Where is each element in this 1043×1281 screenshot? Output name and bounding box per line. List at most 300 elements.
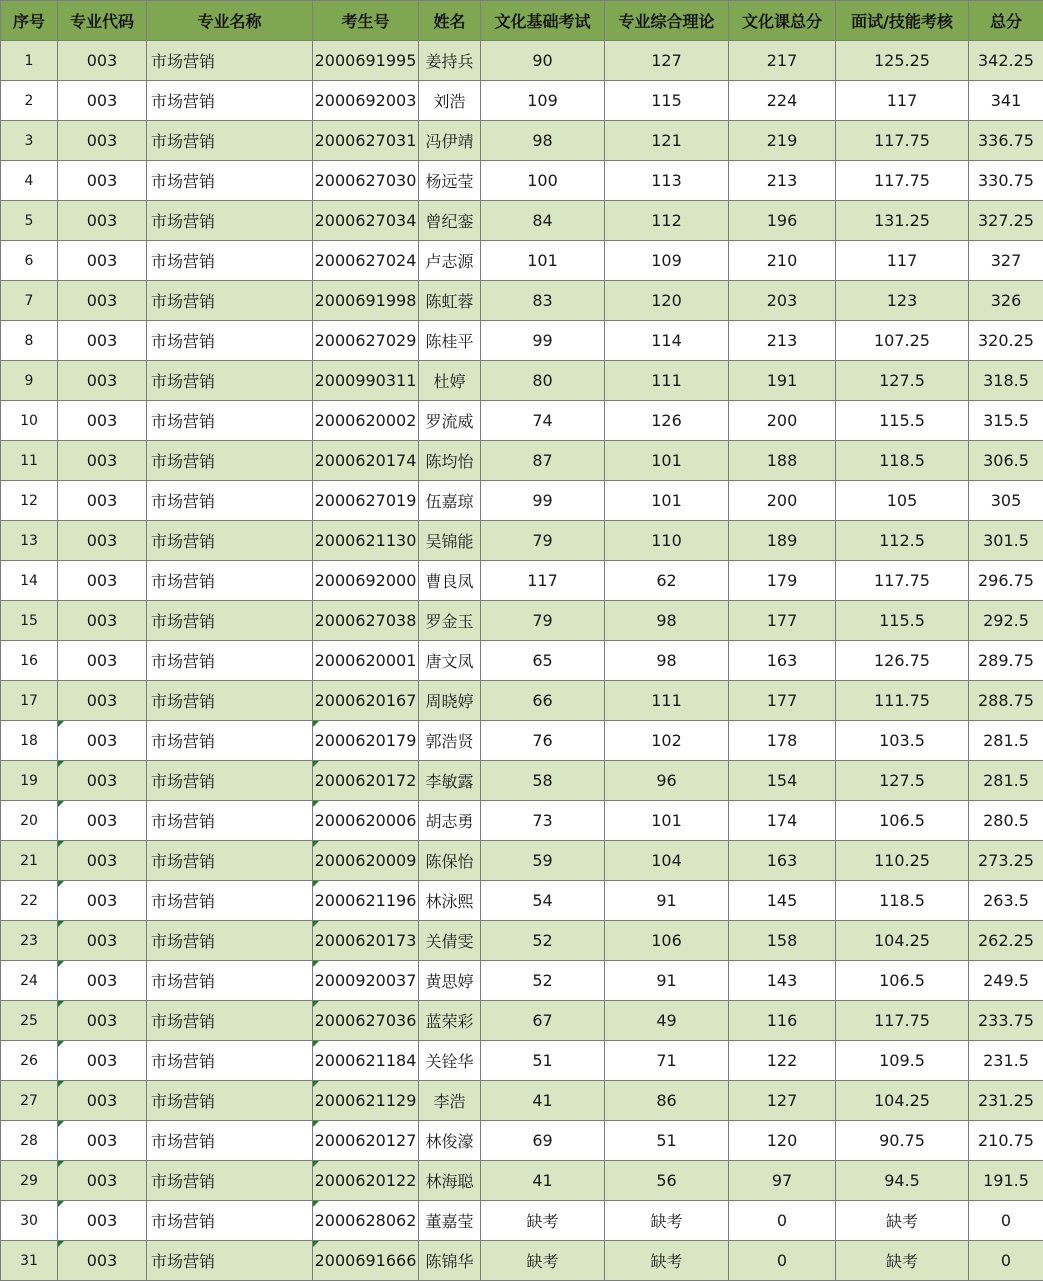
- cell-total: 233.75: [969, 1001, 1043, 1041]
- cell-major-theory: 106: [605, 921, 729, 961]
- cell-name: 李敏露: [419, 761, 481, 801]
- cell-major-theory: 113: [605, 161, 729, 201]
- cell-major-code: 003: [58, 841, 147, 881]
- cell-culture-basic: 67: [481, 1001, 605, 1041]
- cell-culture-total: 97: [729, 1161, 836, 1201]
- cell-culture-basic: 缺考: [481, 1201, 605, 1241]
- cell-culture-total: 163: [729, 641, 836, 681]
- cell-major-name: 市场营销: [147, 561, 313, 601]
- cell-total: 281.5: [969, 721, 1043, 761]
- cell-major-code: 003: [58, 561, 147, 601]
- cell-seq: 30: [1, 1201, 58, 1241]
- cell-major-name: 市场营销: [147, 881, 313, 921]
- cell-total: 330.75: [969, 161, 1043, 201]
- cell-major-theory: 104: [605, 841, 729, 881]
- cell-major-code: 003: [58, 1001, 147, 1041]
- cell-culture-basic: 缺考: [481, 1241, 605, 1281]
- header-major-code: 专业代码: [58, 1, 147, 41]
- cell-culture-basic: 65: [481, 641, 605, 681]
- cell-major-code: 003: [58, 881, 147, 921]
- cell-culture-basic: 66: [481, 681, 605, 721]
- cell-culture-total: 145: [729, 881, 836, 921]
- cell-total: 341: [969, 81, 1043, 121]
- cell-major-name: 市场营销: [147, 481, 313, 521]
- cell-culture-basic: 79: [481, 601, 605, 641]
- cell-culture-basic: 109: [481, 81, 605, 121]
- cell-major-theory: 缺考: [605, 1241, 729, 1281]
- cell-seq: 12: [1, 481, 58, 521]
- cell-interview: 115.5: [836, 601, 969, 641]
- cell-major-theory: 111: [605, 361, 729, 401]
- cell-name: 胡志勇: [419, 801, 481, 841]
- cell-total: 301.5: [969, 521, 1043, 561]
- cell-total: 318.5: [969, 361, 1043, 401]
- cell-major-name: 市场营销: [147, 241, 313, 281]
- cell-name: 陈保怡: [419, 841, 481, 881]
- cell-major-name: 市场营销: [147, 81, 313, 121]
- cell-exam-id: 2000620172: [313, 761, 419, 801]
- cell-exam-id: 2000627029: [313, 321, 419, 361]
- cell-total: 263.5: [969, 881, 1043, 921]
- cell-exam-id: 2000920037: [313, 961, 419, 1001]
- cell-major-code: 003: [58, 241, 147, 281]
- cell-interview: 94.5: [836, 1161, 969, 1201]
- table-row: [1, 201, 1043, 241]
- cell-name: 林海聪: [419, 1161, 481, 1201]
- header-major-name: 专业名称: [147, 1, 313, 41]
- cell-culture-total: 203: [729, 281, 836, 321]
- table-row: [1, 881, 1043, 921]
- cell-name: 蓝荣彩: [419, 1001, 481, 1041]
- cell-major-code: 003: [58, 1081, 147, 1121]
- cell-culture-basic: 79: [481, 521, 605, 561]
- cell-major-theory: 110: [605, 521, 729, 561]
- cell-major-theory: 98: [605, 601, 729, 641]
- cell-name: 杨远莹: [419, 161, 481, 201]
- cell-culture-basic: 69: [481, 1121, 605, 1161]
- cell-culture-total: 116: [729, 1001, 836, 1041]
- cell-name: 冯伊靖: [419, 121, 481, 161]
- cell-major-theory: 126: [605, 401, 729, 441]
- cell-seq: 6: [1, 241, 58, 281]
- cell-total: 288.75: [969, 681, 1043, 721]
- cell-major-name: 市场营销: [147, 1201, 313, 1241]
- cell-name: 周晓婷: [419, 681, 481, 721]
- header-seq: 序号: [1, 1, 58, 41]
- table-row: [1, 1121, 1043, 1161]
- cell-major-name: 市场营销: [147, 201, 313, 241]
- cell-culture-basic: 59: [481, 841, 605, 881]
- cell-major-code: 003: [58, 441, 147, 481]
- cell-exam-id: 2000621129: [313, 1081, 419, 1121]
- table-row: [1, 921, 1043, 961]
- cell-exam-id: 2000620002: [313, 401, 419, 441]
- cell-major-code: 003: [58, 921, 147, 961]
- cell-culture-basic: 99: [481, 481, 605, 521]
- cell-culture-total: 200: [729, 401, 836, 441]
- cell-culture-total: 179: [729, 561, 836, 601]
- cell-total: 273.25: [969, 841, 1043, 881]
- cell-exam-id: 2000620001: [313, 641, 419, 681]
- cell-name: 罗流威: [419, 401, 481, 441]
- table-row: [1, 681, 1043, 721]
- cell-seq: 5: [1, 201, 58, 241]
- cell-seq: 21: [1, 841, 58, 881]
- cell-major-code: 003: [58, 161, 147, 201]
- table-row: [1, 1001, 1043, 1041]
- cell-major-theory: 121: [605, 121, 729, 161]
- cell-major-theory: 115: [605, 81, 729, 121]
- cell-major-theory: 86: [605, 1081, 729, 1121]
- cell-major-code: 003: [58, 801, 147, 841]
- cell-exam-id: 2000620173: [313, 921, 419, 961]
- cell-major-code: 003: [58, 121, 147, 161]
- cell-name: 林泳熙: [419, 881, 481, 921]
- cell-culture-total: 120: [729, 1121, 836, 1161]
- table-row: [1, 281, 1043, 321]
- cell-interview: 126.75: [836, 641, 969, 681]
- cell-name: 陈锦华: [419, 1241, 481, 1281]
- cell-culture-basic: 117: [481, 561, 605, 601]
- cell-major-name: 市场营销: [147, 681, 313, 721]
- table-body: [1, 41, 1043, 1281]
- cell-culture-total: 178: [729, 721, 836, 761]
- cell-culture-basic: 41: [481, 1161, 605, 1201]
- cell-total: 320.25: [969, 321, 1043, 361]
- table-row: [1, 961, 1043, 1001]
- cell-major-name: 市场营销: [147, 601, 313, 641]
- cell-major-name: 市场营销: [147, 361, 313, 401]
- cell-interview: 117: [836, 241, 969, 281]
- cell-interview: 104.25: [836, 921, 969, 961]
- cell-interview: 112.5: [836, 521, 969, 561]
- cell-total: 281.5: [969, 761, 1043, 801]
- table-row: [1, 521, 1043, 561]
- cell-major-code: 003: [58, 321, 147, 361]
- cell-major-theory: 102: [605, 721, 729, 761]
- cell-interview: 110.25: [836, 841, 969, 881]
- cell-culture-basic: 99: [481, 321, 605, 361]
- cell-seq: 7: [1, 281, 58, 321]
- cell-major-theory: 101: [605, 801, 729, 841]
- cell-culture-total: 127: [729, 1081, 836, 1121]
- cell-name: 曾纪銮: [419, 201, 481, 241]
- cell-total: 327.25: [969, 201, 1043, 241]
- cell-culture-basic: 87: [481, 441, 605, 481]
- cell-major-code: 003: [58, 201, 147, 241]
- table-row: [1, 841, 1043, 881]
- cell-name: 郭浩贤: [419, 721, 481, 761]
- cell-exam-id: 2000627019: [313, 481, 419, 521]
- cell-culture-total: 200: [729, 481, 836, 521]
- cell-name: 黄思婷: [419, 961, 481, 1001]
- cell-major-name: 市场营销: [147, 641, 313, 681]
- cell-major-theory: 112: [605, 201, 729, 241]
- cell-culture-basic: 58: [481, 761, 605, 801]
- table-row: [1, 161, 1043, 201]
- cell-culture-total: 196: [729, 201, 836, 241]
- cell-culture-total: 0: [729, 1201, 836, 1241]
- table-row: [1, 41, 1043, 81]
- cell-seq: 25: [1, 1001, 58, 1041]
- cell-exam-id: 2000691998: [313, 281, 419, 321]
- cell-major-theory: 91: [605, 961, 729, 1001]
- cell-interview: 115.5: [836, 401, 969, 441]
- cell-major-code: 003: [58, 521, 147, 561]
- table-row: [1, 121, 1043, 161]
- cell-major-name: 市场营销: [147, 401, 313, 441]
- table-row: [1, 721, 1043, 761]
- cell-culture-basic: 76: [481, 721, 605, 761]
- cell-major-theory: 114: [605, 321, 729, 361]
- cell-name: 陈虹蓉: [419, 281, 481, 321]
- table-row: [1, 601, 1043, 641]
- cell-interview: 117: [836, 81, 969, 121]
- cell-culture-total: 174: [729, 801, 836, 841]
- cell-major-theory: 101: [605, 441, 729, 481]
- table-row: [1, 481, 1043, 521]
- cell-exam-id: 2000691666: [313, 1241, 419, 1281]
- cell-name: 姜持兵: [419, 41, 481, 81]
- header-culture-total: 文化课总分: [729, 1, 836, 41]
- cell-total: 315.5: [969, 401, 1043, 441]
- cell-name: 罗金玉: [419, 601, 481, 641]
- cell-major-name: 市场营销: [147, 321, 313, 361]
- header-culture-basic: 文化基础考试: [481, 1, 605, 41]
- cell-interview: 105: [836, 481, 969, 521]
- cell-seq: 8: [1, 321, 58, 361]
- cell-seq: 20: [1, 801, 58, 841]
- cell-culture-total: 210: [729, 241, 836, 281]
- cell-name: 杜婷: [419, 361, 481, 401]
- cell-culture-basic: 84: [481, 201, 605, 241]
- cell-major-name: 市场营销: [147, 1121, 313, 1161]
- cell-major-theory: 96: [605, 761, 729, 801]
- header-exam-id: 考生号: [313, 1, 419, 41]
- cell-total: 292.5: [969, 601, 1043, 641]
- cell-culture-total: 224: [729, 81, 836, 121]
- table-row: [1, 81, 1043, 121]
- table-row: [1, 1201, 1043, 1241]
- cell-culture-total: 0: [729, 1241, 836, 1281]
- cell-seq: 23: [1, 921, 58, 961]
- cell-name: 董嘉莹: [419, 1201, 481, 1241]
- cell-interview: 117.75: [836, 161, 969, 201]
- cell-culture-basic: 83: [481, 281, 605, 321]
- cell-major-theory: 91: [605, 881, 729, 921]
- cell-interview: 131.25: [836, 201, 969, 241]
- cell-exam-id: 2000620006: [313, 801, 419, 841]
- cell-major-name: 市场营销: [147, 841, 313, 881]
- cell-exam-id: 2000691995: [313, 41, 419, 81]
- cell-seq: 4: [1, 161, 58, 201]
- cell-total: 336.75: [969, 121, 1043, 161]
- cell-major-theory: 120: [605, 281, 729, 321]
- cell-name: 陈桂平: [419, 321, 481, 361]
- cell-major-theory: 111: [605, 681, 729, 721]
- cell-major-theory: 62: [605, 561, 729, 601]
- cell-seq: 24: [1, 961, 58, 1001]
- cell-seq: 31: [1, 1241, 58, 1281]
- cell-major-name: 市场营销: [147, 441, 313, 481]
- cell-total: 305: [969, 481, 1043, 521]
- cell-interview: 117.75: [836, 1001, 969, 1041]
- table-row: [1, 241, 1043, 281]
- cell-name: 关倩雯: [419, 921, 481, 961]
- cell-culture-basic: 100: [481, 161, 605, 201]
- cell-culture-total: 189: [729, 521, 836, 561]
- cell-major-code: 003: [58, 721, 147, 761]
- table-row: [1, 1041, 1043, 1081]
- cell-exam-id: 2000627036: [313, 1001, 419, 1041]
- cell-seq: 13: [1, 521, 58, 561]
- cell-major-name: 市场营销: [147, 521, 313, 561]
- cell-interview: 103.5: [836, 721, 969, 761]
- cell-major-name: 市场营销: [147, 801, 313, 841]
- cell-major-name: 市场营销: [147, 1161, 313, 1201]
- cell-exam-id: 2000627024: [313, 241, 419, 281]
- cell-seq: 9: [1, 361, 58, 401]
- cell-seq: 3: [1, 121, 58, 161]
- cell-interview: 123: [836, 281, 969, 321]
- cell-total: 327: [969, 241, 1043, 281]
- cell-major-code: 003: [58, 641, 147, 681]
- cell-major-code: 003: [58, 601, 147, 641]
- cell-culture-total: 191: [729, 361, 836, 401]
- cell-exam-id: 2000621196: [313, 881, 419, 921]
- cell-interview: 106.5: [836, 961, 969, 1001]
- cell-culture-total: 213: [729, 321, 836, 361]
- cell-total: 231.25: [969, 1081, 1043, 1121]
- cell-seq: 15: [1, 601, 58, 641]
- cell-exam-id: 2000620167: [313, 681, 419, 721]
- cell-interview: 118.5: [836, 881, 969, 921]
- table-row: [1, 1241, 1043, 1281]
- cell-interview: 106.5: [836, 801, 969, 841]
- cell-major-code: 003: [58, 481, 147, 521]
- cell-major-name: 市场营销: [147, 1241, 313, 1281]
- cell-culture-total: 217: [729, 41, 836, 81]
- cell-exam-id: 2000621184: [313, 1041, 419, 1081]
- cell-culture-basic: 52: [481, 921, 605, 961]
- cell-total: 191.5: [969, 1161, 1043, 1201]
- cell-culture-basic: 101: [481, 241, 605, 281]
- header-interview: 面试/技能考核: [836, 1, 969, 41]
- cell-exam-id: 2000620122: [313, 1161, 419, 1201]
- cell-major-name: 市场营销: [147, 281, 313, 321]
- cell-interview: 127.5: [836, 761, 969, 801]
- cell-major-theory: 98: [605, 641, 729, 681]
- table-row: [1, 1081, 1043, 1121]
- table-row: [1, 801, 1043, 841]
- cell-major-name: 市场营销: [147, 761, 313, 801]
- cell-major-theory: 56: [605, 1161, 729, 1201]
- cell-culture-basic: 73: [481, 801, 605, 841]
- table-row: [1, 761, 1043, 801]
- cell-major-theory: 109: [605, 241, 729, 281]
- cell-major-name: 市场营销: [147, 161, 313, 201]
- cell-total: 342.25: [969, 41, 1043, 81]
- cell-major-theory: 缺考: [605, 1201, 729, 1241]
- cell-total: 262.25: [969, 921, 1043, 961]
- cell-seq: 10: [1, 401, 58, 441]
- cell-seq: 28: [1, 1121, 58, 1161]
- cell-major-code: 003: [58, 81, 147, 121]
- cell-culture-total: 154: [729, 761, 836, 801]
- cell-seq: 16: [1, 641, 58, 681]
- cell-seq: 1: [1, 41, 58, 81]
- cell-major-name: 市场营销: [147, 121, 313, 161]
- cell-major-theory: 127: [605, 41, 729, 81]
- cell-culture-total: 213: [729, 161, 836, 201]
- cell-exam-id: 2000620127: [313, 1121, 419, 1161]
- cell-interview: 104.25: [836, 1081, 969, 1121]
- table-row: [1, 361, 1043, 401]
- cell-culture-total: 188: [729, 441, 836, 481]
- cell-name: 卢志源: [419, 241, 481, 281]
- cell-major-name: 市场营销: [147, 921, 313, 961]
- cell-total: 0: [969, 1201, 1043, 1241]
- cell-seq: 29: [1, 1161, 58, 1201]
- cell-seq: 2: [1, 81, 58, 121]
- cell-culture-total: 177: [729, 681, 836, 721]
- cell-name: 唐文凤: [419, 641, 481, 681]
- cell-interview: 117.75: [836, 121, 969, 161]
- cell-major-code: 003: [58, 41, 147, 81]
- cell-interview: 缺考: [836, 1241, 969, 1281]
- cell-major-theory: 49: [605, 1001, 729, 1041]
- cell-culture-basic: 52: [481, 961, 605, 1001]
- cell-total: 326: [969, 281, 1043, 321]
- cell-total: 306.5: [969, 441, 1043, 481]
- cell-exam-id: 2000620179: [313, 721, 419, 761]
- cell-name: 陈均怡: [419, 441, 481, 481]
- cell-total: 0: [969, 1241, 1043, 1281]
- cell-major-code: 003: [58, 401, 147, 441]
- cell-name: 关铨华: [419, 1041, 481, 1081]
- cell-interview: 109.5: [836, 1041, 969, 1081]
- cell-total: 289.75: [969, 641, 1043, 681]
- cell-exam-id: 2000990311: [313, 361, 419, 401]
- cell-name: 林俊濠: [419, 1121, 481, 1161]
- cell-name: 刘浩: [419, 81, 481, 121]
- cell-total: 210.75: [969, 1121, 1043, 1161]
- cell-interview: 117.75: [836, 561, 969, 601]
- cell-culture-basic: 80: [481, 361, 605, 401]
- cell-culture-total: 177: [729, 601, 836, 641]
- cell-major-code: 003: [58, 1161, 147, 1201]
- cell-exam-id: 2000692000: [313, 561, 419, 601]
- header-major-theory: 专业综合理论: [605, 1, 729, 41]
- cell-exam-id: 2000628062: [313, 1201, 419, 1241]
- cell-major-name: 市场营销: [147, 721, 313, 761]
- cell-culture-basic: 74: [481, 401, 605, 441]
- cell-major-theory: 71: [605, 1041, 729, 1081]
- cell-seq: 26: [1, 1041, 58, 1081]
- table-row: [1, 441, 1043, 481]
- cell-interview: 缺考: [836, 1201, 969, 1241]
- cell-culture-total: 163: [729, 841, 836, 881]
- cell-total: 231.5: [969, 1041, 1043, 1081]
- cell-exam-id: 2000627031: [313, 121, 419, 161]
- table-row: [1, 1161, 1043, 1201]
- cell-culture-total: 143: [729, 961, 836, 1001]
- cell-major-code: 003: [58, 281, 147, 321]
- cell-seq: 22: [1, 881, 58, 921]
- cell-exam-id: 2000627030: [313, 161, 419, 201]
- cell-major-code: 003: [58, 1121, 147, 1161]
- cell-culture-basic: 90: [481, 41, 605, 81]
